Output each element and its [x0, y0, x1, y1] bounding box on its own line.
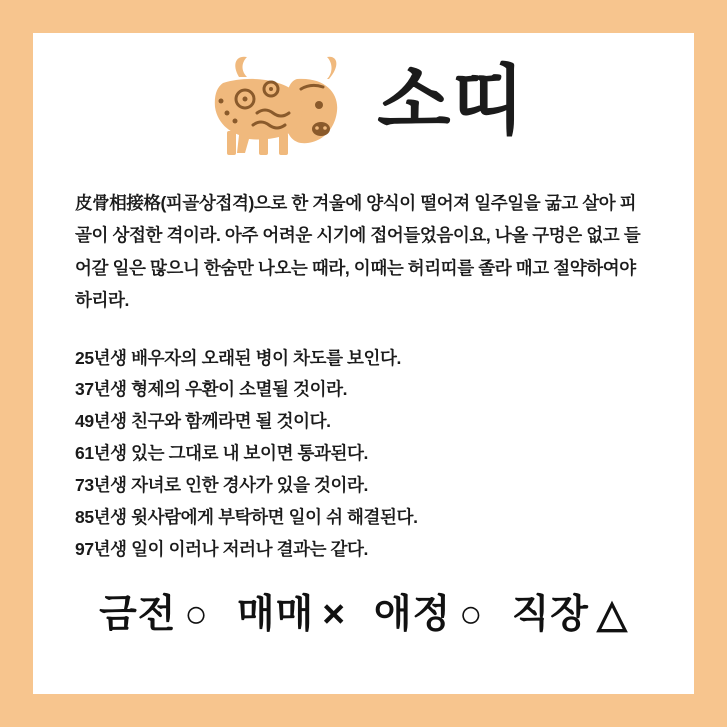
year-fortune-list [75, 343, 652, 566]
fortune-work-label: 직장 [511, 593, 589, 637]
fortune-card [33, 33, 694, 694]
list-item: 37년생 형제의 우환이 소멸될 것이라. [75, 379, 348, 400]
ox-illustration-icon [201, 49, 371, 159]
fortune-paragraph: 皮骨相接格(피골상접격)으로 한 겨울에 양식이 떨어져 일주일을 굶고 살아 피골이 상접한 격이라. 아주 어려운 시기에 접어들었음이요, 나올 구멍은 없고 들어갈 일은 많으니 한숨만 나오는 때라, 이때는 허리띠를 졸라 매고 절약하여야 하리라. [75, 193, 641, 311]
fortune-love-mark: ○ [459, 593, 484, 637]
fortune-work-mark: △ [596, 593, 628, 637]
card-header [33, 33, 694, 153]
list-item: 25년생 배우자의 오래된 병이 차도를 보인다. [75, 347, 402, 368]
list-item: 73년생 자녀로 인한 경사가 있을 것이라. [75, 474, 369, 495]
list-item: 49년생 친구와 함께라면 될 것이다. [75, 411, 331, 432]
card-body [33, 153, 694, 565]
fortune-money-mark: ○ [184, 593, 209, 637]
page-title: 소띠 [377, 59, 526, 144]
list-item: 97년생 일이 이러나 저러나 결과는 같다. [75, 538, 369, 559]
fortune-love [374, 583, 484, 639]
fortune-summary [33, 583, 694, 639]
list-item: 85년생 윗사람에게 부탁하면 일이 쉬 해결된다. [75, 506, 418, 527]
fortune-trade-mark: × [322, 593, 346, 637]
fortune-love-label: 애정 [373, 593, 452, 637]
list-item: 61년생 있는 그대로 내 보이면 통과된다. [75, 443, 369, 464]
fortune-trade-label: 매매 [236, 593, 315, 637]
fortune-money [99, 583, 209, 639]
fortune-work [512, 583, 628, 639]
fortune-money-label: 금전 [99, 593, 177, 637]
fortune-trade [237, 583, 346, 639]
